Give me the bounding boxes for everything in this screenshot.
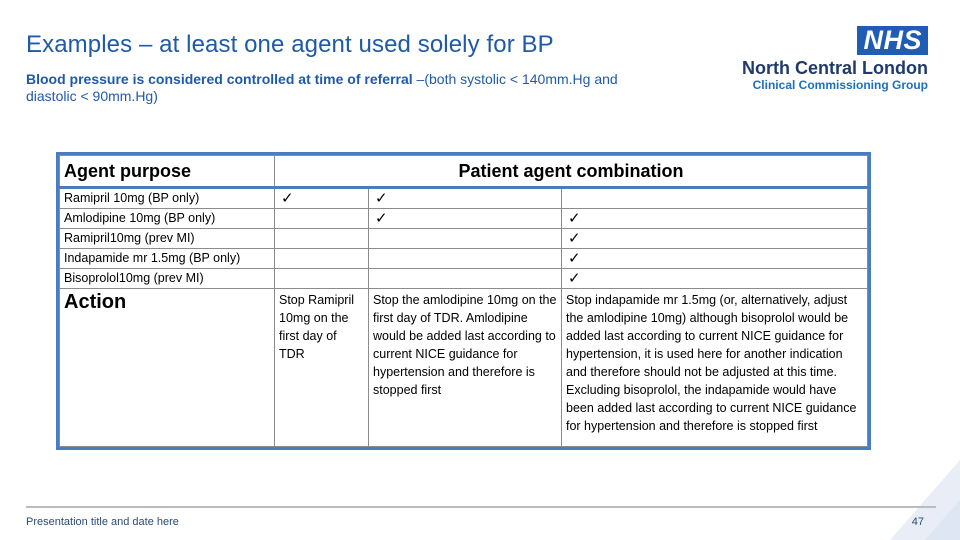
agent-cell: Amlodipine 10mg (BP only) xyxy=(60,209,275,229)
subtitle xyxy=(26,71,626,105)
table-row xyxy=(60,249,868,269)
agent-combination-table xyxy=(56,152,871,450)
action-cell: Stop Ramipril 10mg on the first day of TDR xyxy=(275,289,369,447)
page-number: 47 xyxy=(911,516,924,528)
agent-cell: Bisoprolol10mg (prev MI) xyxy=(60,269,275,289)
action-cell: Stop the amlodipine 10mg on the first day of TDR. Amlodipine would be added last according to current NICE guidance for hypertension and therefore is stopped first xyxy=(369,289,562,447)
header-agent-purpose: Agent purpose xyxy=(60,156,275,188)
agent-cell: Ramipril 10mg (BP only) xyxy=(60,188,275,209)
check-icon: ✓ xyxy=(369,209,562,229)
table-row xyxy=(60,229,868,249)
slide-title: Examples – at least one agent used solely for BP xyxy=(26,31,554,58)
check-icon: ✓ xyxy=(562,229,868,249)
logo-org-subtitle: Clinical Commissioning Group xyxy=(752,78,928,92)
header-patient-agent-combination: Patient agent combination xyxy=(275,156,868,188)
check-icon: ✓ xyxy=(275,188,369,209)
empty-cell xyxy=(369,229,562,249)
table-row-action xyxy=(60,289,868,447)
empty-cell xyxy=(369,249,562,269)
action-cell: Stop indapamide mr 1.5mg (or, alternatively, adjust the amlodipine 10mg) although bisoprolol would be added last according to current NICE guidance for hypertension, it is used here for another indication and therefore should not be adjusted at this time. Excluding bisoprolol, the indapamide would have been added last according to current NICE guidance for hypertension and therefore is stopped first xyxy=(562,289,868,447)
nhs-logo xyxy=(742,26,928,92)
empty-cell xyxy=(275,249,369,269)
table-row xyxy=(60,269,868,289)
empty-cell xyxy=(275,209,369,229)
check-icon: ✓ xyxy=(562,209,868,229)
table-row xyxy=(60,188,868,209)
logo-org-name: North Central London xyxy=(742,58,928,78)
corner-decoration xyxy=(830,430,960,540)
check-icon: ✓ xyxy=(562,249,868,269)
agent-cell: Indapamide mr 1.5mg (BP only) xyxy=(60,249,275,269)
subtitle-bold: Blood pressure is considered controlled at time of referral xyxy=(26,71,413,87)
table-row xyxy=(60,209,868,229)
empty-cell xyxy=(275,269,369,289)
empty-cell xyxy=(275,229,369,249)
agent-cell: Ramipril10mg (prev MI) xyxy=(60,229,275,249)
check-icon: ✓ xyxy=(369,188,562,209)
empty-cell xyxy=(562,188,868,209)
empty-cell xyxy=(369,269,562,289)
nhs-badge: NHS xyxy=(857,26,928,55)
check-icon: ✓ xyxy=(562,269,868,289)
footer-presentation-title: Presentation title and date here xyxy=(26,516,179,528)
action-label: Action xyxy=(60,289,275,447)
footer-divider xyxy=(26,506,936,508)
subtitle-rest: –(both systolic < 140mm.Hg and diastolic < 90mm.Hg) xyxy=(26,71,618,104)
